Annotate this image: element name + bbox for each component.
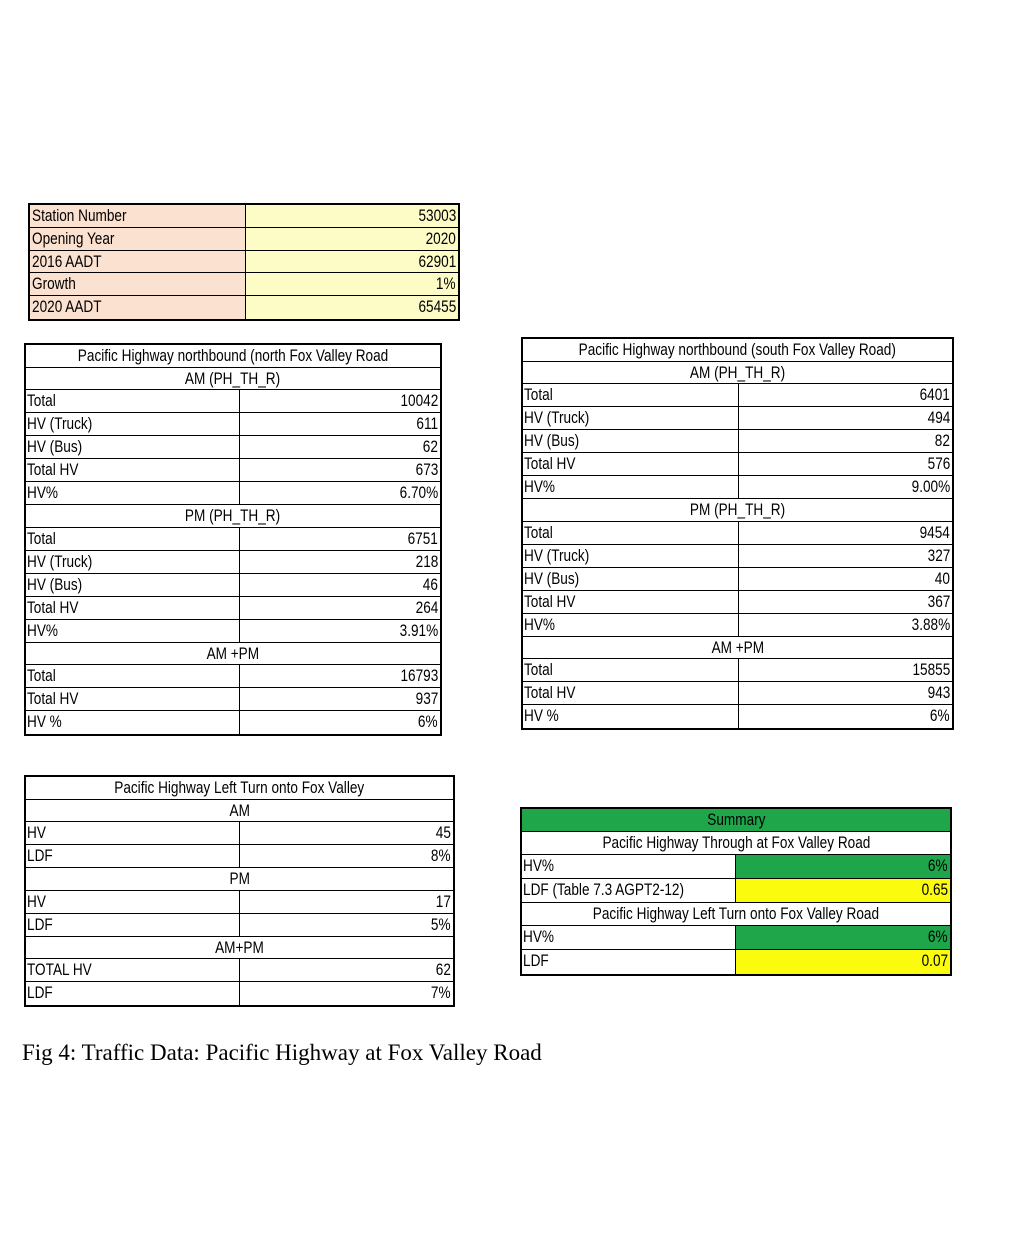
summary-through-hv-label: HV% (523, 856, 554, 875)
table-row (523, 545, 952, 568)
row-value: 62 (422, 437, 438, 456)
north-pm-heading: PM (PH_TH_R) (185, 506, 281, 525)
row-value: 6% (930, 706, 950, 725)
left-am-heading: AM (229, 800, 250, 820)
row-label: Total HV (524, 683, 576, 702)
left-ampm-heading: AM+PM (215, 937, 264, 957)
table-row (523, 659, 952, 682)
south-am-heading: AM (PH_TH_R) (689, 362, 786, 382)
summary-through-ldf-label: LDF (Table 7.3 AGPT2-12) (523, 880, 685, 899)
station-number-value: 53003 (418, 206, 456, 225)
summary-through-title: Pacific Highway Through at Fox Valley Road (602, 833, 870, 852)
summary-left-ldf-row (522, 950, 950, 974)
row-label: Total HV (27, 597, 79, 617)
table-row (26, 959, 453, 982)
row-value: 6751 (407, 528, 438, 548)
row-value: 7% (431, 983, 451, 1002)
summary-left-hv-label: HV% (523, 927, 554, 946)
row-value: 937 (415, 689, 438, 708)
row-value: 367 (927, 591, 950, 611)
row-label: HV (27, 823, 46, 842)
row-label: TOTAL HV (27, 960, 92, 979)
summary-through-ldf-row (522, 879, 950, 903)
north-table-title: Pacific Highway northbound (north Fox Valley Road (77, 346, 389, 365)
table-row (26, 845, 453, 868)
table-row (26, 482, 440, 505)
south-traffic-table (521, 337, 954, 730)
row-label: HV (Bus) (27, 437, 83, 456)
row-value: 576 (927, 454, 950, 473)
table-row (26, 620, 440, 643)
summary-left-hv-row (522, 926, 950, 950)
row-label: HV % (27, 712, 62, 731)
row-value: 611 (416, 414, 438, 433)
row-label: HV (Truck) (524, 408, 590, 427)
row-label: HV% (27, 483, 58, 502)
aadt-2020-row (30, 296, 458, 319)
table-row (26, 822, 453, 845)
table-row (26, 711, 440, 734)
row-value: 943 (927, 683, 950, 702)
row-label: Total (524, 660, 553, 679)
table-row (26, 982, 453, 1005)
row-label: Total (27, 391, 56, 410)
summary-through-ldf-value: 0.65 (921, 880, 948, 899)
figure-caption: Fig 4: Traffic Data: Pacific Highway at Fox Valley Road (22, 1040, 542, 1065)
row-label: Total HV (524, 454, 576, 473)
summary-through-hv-row (522, 855, 950, 879)
opening-year-value: 2020 (425, 228, 456, 248)
row-value: 17 (435, 891, 451, 911)
table-row (26, 436, 440, 459)
growth-row (30, 273, 458, 296)
row-value: 16793 (400, 666, 438, 685)
table-row (523, 682, 952, 705)
summary-left-title: Pacific Highway Left Turn onto Fox Valley Road (592, 904, 880, 923)
table-row (26, 390, 440, 413)
table-row (26, 914, 453, 937)
table-row (26, 665, 440, 688)
table-row (26, 891, 453, 914)
row-label: Total (524, 385, 553, 404)
summary-through-hv-value: 6% (928, 856, 948, 875)
station-number-label: Station Number (32, 206, 127, 225)
row-value: 15855 (912, 660, 950, 679)
row-label: Total HV (27, 460, 79, 479)
table-row (523, 705, 952, 728)
row-label: HV (Bus) (524, 568, 580, 588)
row-value: 46 (422, 574, 438, 594)
left-turn-table (24, 775, 455, 1007)
row-value: 218 (415, 551, 438, 571)
row-value: 8% (431, 846, 451, 865)
row-value: 5% (431, 914, 451, 934)
row-value: 3.88% (911, 614, 950, 634)
aadt-2020-label: 2020 AADT (32, 297, 102, 317)
row-label: HV (Truck) (27, 414, 93, 433)
table-row (26, 574, 440, 597)
row-value: 494 (927, 408, 950, 427)
row-value: 62 (435, 960, 451, 979)
table-row (523, 522, 952, 545)
row-value: 10042 (400, 391, 438, 410)
summary-heading: Summary (706, 810, 766, 829)
aadt-2016-row (30, 251, 458, 274)
table-row (26, 551, 440, 574)
row-value: 327 (927, 545, 950, 565)
table-row (523, 407, 952, 430)
table-row (523, 430, 952, 453)
table-row (26, 413, 440, 436)
row-label: Total (27, 666, 56, 685)
row-label: HV (Bus) (524, 431, 580, 450)
row-value: 82 (934, 431, 950, 450)
row-value: 6401 (919, 385, 950, 404)
summary-left-ldf-label: LDF (523, 951, 549, 970)
summary-table (520, 807, 952, 976)
row-label: LDF (27, 914, 53, 934)
row-label: HV (Truck) (27, 551, 93, 571)
growth-label: Growth (32, 274, 76, 294)
row-label: Total (524, 522, 553, 542)
table-row (26, 597, 440, 620)
south-table-title: Pacific Highway northbound (south Fox Valley Road) (578, 340, 897, 359)
row-label: LDF (27, 846, 53, 865)
table-row (523, 591, 952, 614)
table-row (523, 476, 952, 499)
aadt-2016-value: 62901 (418, 251, 456, 271)
north-ampm-heading: AM +PM (206, 643, 260, 663)
row-label: HV% (524, 614, 555, 634)
row-label: HV (Bus) (27, 574, 83, 594)
row-label: HV (27, 891, 46, 911)
station-info-table (28, 203, 460, 321)
north-am-heading: AM (PH_TH_R) (185, 368, 281, 388)
left-turn-title: Pacific Highway Left Turn onto Fox Valley (114, 778, 365, 797)
table-row (523, 384, 952, 407)
summary-left-hv-value: 6% (928, 927, 948, 946)
left-pm-heading: PM (229, 869, 250, 888)
row-value: 264 (415, 597, 438, 617)
row-label: Total HV (27, 689, 79, 708)
north-traffic-table (24, 343, 442, 736)
row-value: 9454 (919, 522, 950, 542)
row-label: HV % (524, 706, 559, 725)
row-value: 673 (415, 460, 438, 479)
table-row (523, 453, 952, 476)
table-row (523, 614, 952, 637)
summary-left-ldf-value: 0.07 (921, 951, 948, 970)
table-row (26, 688, 440, 711)
row-value: 40 (934, 568, 950, 588)
row-value: 45 (435, 823, 451, 842)
table-row (523, 568, 952, 591)
row-label: HV% (27, 620, 58, 640)
row-label: LDF (27, 983, 53, 1002)
row-value: 9.00% (911, 477, 950, 496)
aadt-2020-value: 65455 (418, 297, 456, 317)
opening-year-row (30, 228, 458, 251)
south-ampm-heading: AM +PM (711, 637, 764, 657)
row-label: HV (Truck) (524, 545, 590, 565)
row-label: HV% (524, 477, 555, 496)
row-label: Total (27, 528, 56, 548)
south-pm-heading: PM (PH_TH_R) (689, 500, 786, 519)
row-value: 3.91% (399, 620, 438, 640)
row-value: 6% (418, 712, 438, 731)
table-row (26, 528, 440, 551)
table-row (26, 459, 440, 482)
opening-year-label: Opening Year (32, 228, 115, 248)
growth-value: 1% (436, 274, 456, 294)
station-number-row (30, 205, 458, 228)
row-value: 6.70% (399, 483, 438, 502)
aadt-2016-label: 2016 AADT (32, 251, 102, 271)
row-label: Total HV (524, 591, 576, 611)
